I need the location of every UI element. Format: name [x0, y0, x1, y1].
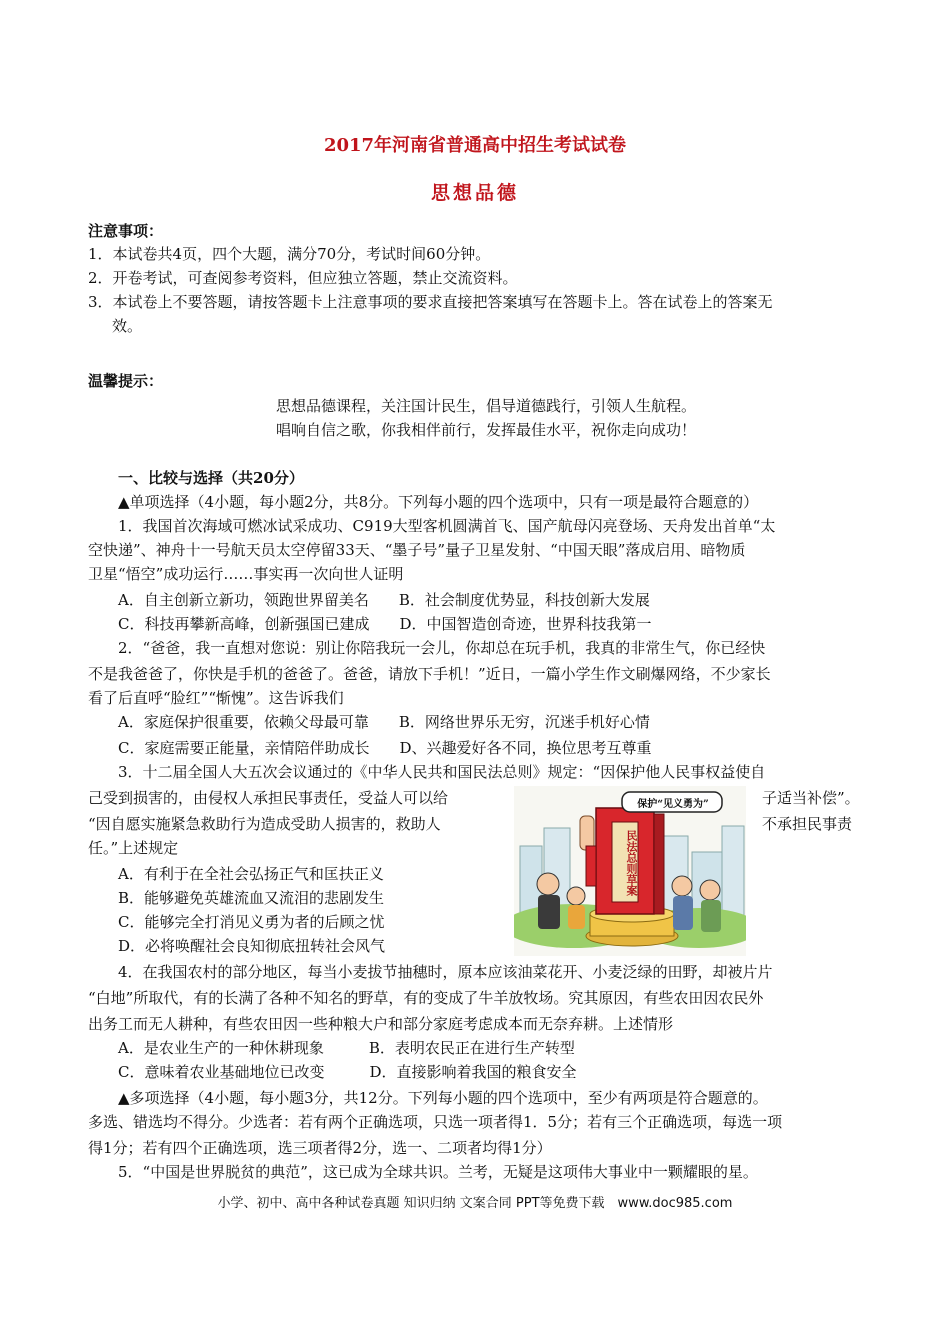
page-title: 2017年河南省普通高中招生考试试卷 [323, 135, 627, 156]
tip-line: 唱响自信之歌，你我相伴前行，发挥最佳水平，祝你走向成功！ [276, 421, 697, 439]
question-3-option: D．必将唤醒社会良知彻底扭转社会风气 [118, 937, 386, 955]
note-item: 1．本试卷共4页，四个大题，满分70分，考试时间60分钟。 [88, 245, 491, 263]
multi-choice-intro: 多选、错选均不得分。少选者：若有两个正确选项，只选一项者得1．5分；若有三个正确选项，每选一项 [88, 1113, 783, 1131]
question-2-text: 2．“爸爸，我一直想对您说：别让你陪我玩一会儿，你却总在玩手机，我真的非常生气，你已经快 [118, 639, 766, 657]
question-3-option: B．能够避免英雄流血又流泪的悲剧发生 [118, 889, 385, 907]
question-3-option: A．有利于在全社会弘扬正气和匡扶正义 [118, 865, 384, 883]
multi-choice-intro: 得1分；若有四个正确选项，选三项者得2分，选一、二项者均得1分） [88, 1139, 552, 1157]
question-4-options: C．意味着农业基础地位已改变 D．直接影响着我国的粮食安全 [118, 1063, 577, 1081]
question-4-text: 4．在我国农村的部分地区，每当小麦拔节抽穗时，原本应该油菜花开、小麦泛绿的田野，却被片片 [118, 963, 773, 981]
question-4-text: “白地”所取代，有的长满了各种不知名的野草，有的变成了牛羊放牧场。究其原因，有些农田因农民外 [88, 989, 764, 1007]
tip-line: 思想品德课程，关注国计民生，倡导道德践行，引领人生航程。 [276, 397, 697, 415]
question-2-text: 看了后直呼“脸红”“惭愧”。这告诉我们 [88, 689, 344, 707]
question-1-options: A．自主创新立新功，领跑世界留美名 B．社会制度优势显，科技创新大发展 [118, 591, 650, 609]
civil-code-cartoon [514, 786, 746, 956]
note-item: 2．开卷考试，可查阅参考资料，但应独立答题，禁止交流资料。 [88, 269, 518, 287]
notes-heading: 注意事项： [88, 222, 164, 240]
question-2-text: 不是我爸爸了，你快是手机的爸爸了。爸爸，请放下手机！”近日，一篇小学生作文刷爆网络，不少家长 [88, 665, 771, 683]
question-3-text: 子适当补偿”。 [762, 789, 860, 807]
tips-heading: 温馨提示： [88, 372, 164, 390]
question-3-text: 不承担民事责 [762, 815, 853, 833]
section-heading: 一、比较与选择（共20分） [118, 469, 304, 487]
question-1-options: C．科技再攀新高峰，创新强国已建成 D．中国智造创奇迹，世界科技我第一 [118, 615, 652, 633]
question-2-options: C．家庭需要正能量，亲情陪伴助成长 D、兴趣爱好各不同，换位思考互尊重 [118, 739, 652, 757]
question-4-text: 出务工而无人耕种，有些农田因一些种粮大户和部分家庭考虑成本而无奈弃耕。上述情形 [88, 1015, 674, 1033]
page-footer: 小学、初中、高中各种试卷真题 知识归纳 文案合同 PPT等免费下载 www.doc985.com [217, 1196, 733, 1211]
cartoon-speech-bubble: 保护“见义勇为” [637, 799, 709, 810]
note-item: 效。 [112, 317, 143, 335]
single-choice-intro: ▲单项选择（4小题，每小题2分，共8分。下列每小题的四个选项中，只有一项是最符合题意的） [118, 493, 759, 511]
question-1-text: 1．我国首次海域可燃冰试采成功、C919大型客机圆满首飞、国产航母闪亮登场、天舟发出首单“太 [118, 517, 776, 535]
subject-title: 思想品德 [430, 182, 519, 204]
question-5-text: 5．“中国是世界脱贫的典范”，这已成为全球共识。兰考，无疑是这项伟大事业中一颗耀眼的星。 [118, 1163, 758, 1181]
note-item: 3．本试卷上不要答题，请按答题卡上注意事项的要求直接把答案填写在答题卡上。答在试卷上的答案无 [88, 293, 773, 311]
multi-choice-intro: ▲多项选择（4小题，每小题3分，共12分。下列每小题的四个选项中，至少有两项是符合题意的。 [118, 1089, 768, 1107]
question-4-options: A．是农业生产的一种休耕现象 B．表明农民正在进行生产转型 [118, 1039, 575, 1057]
question-3-text: “因自愿实施紧急救助行为造成受助人损害的，救助人 [88, 815, 441, 833]
cartoon-book-title: 民法总则草案 [625, 830, 638, 896]
question-1-text: 空快递”、神舟十一号航天员太空停留33天、“墨子号”量子卫星发射、“中国天眼”落成启用、暗物质 [88, 541, 746, 559]
question-3-text: 任。”上述规定 [88, 839, 179, 857]
question-3-text: 己受到损害的，由侵权人承担民事责任，受益人可以给 [88, 789, 449, 807]
question-3-option: C．能够完全打消见义勇为者的后顾之忧 [118, 913, 385, 931]
question-2-options: A．家庭保护很重要，依赖父母最可靠 B．网络世界乐无穷，沉迷手机好心情 [118, 713, 650, 731]
question-1-text: 卫星“悟空”成功运行……事实再一次向世人证明 [88, 565, 404, 583]
question-3-text: 3．十二届全国人大五次会议通过的《中华人民共和国民法总则》规定：“因保护他人民事权益使自 [118, 763, 766, 781]
